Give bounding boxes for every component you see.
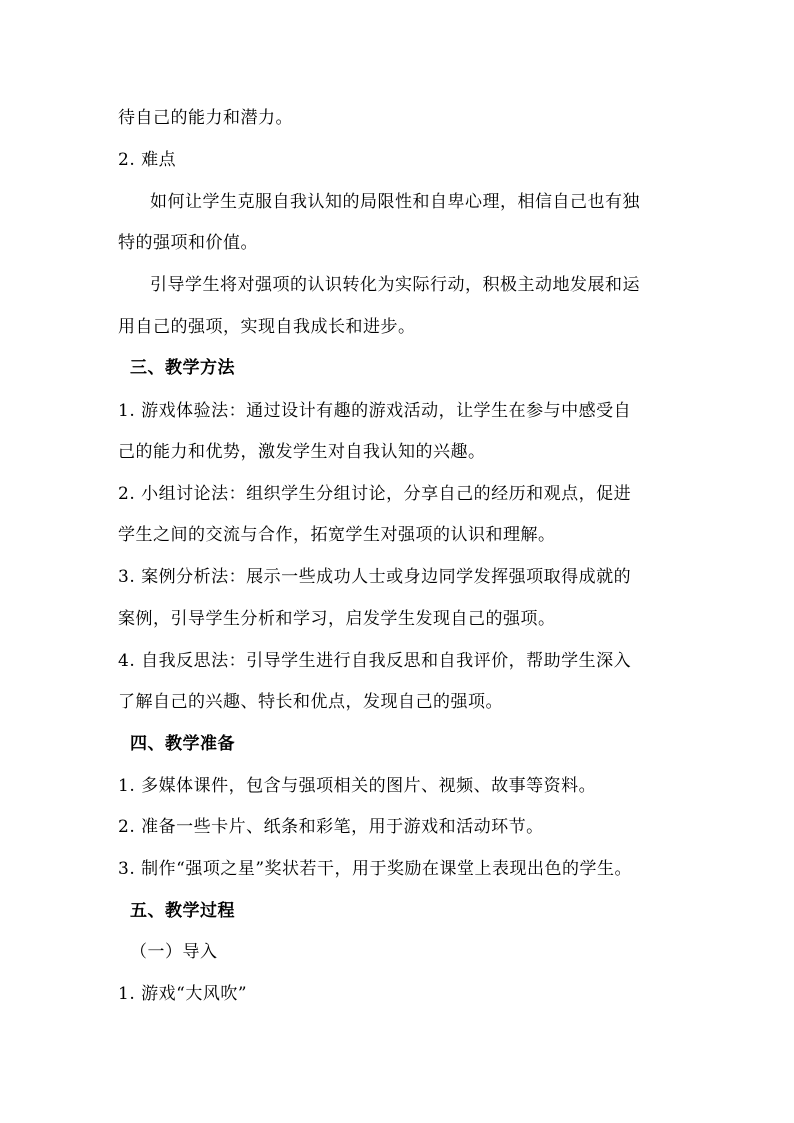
list-item: 1. 游戏“大风吹” xyxy=(118,984,248,1004)
section-heading: 三、教学方法 xyxy=(130,358,235,378)
list-item: 3. 案例分析法：展示一些成功人士或身边同学发挥强项取得成就的 xyxy=(118,567,632,587)
paragraph-line: 如何让学生克服自我认知的局限性和自卑心理，相信自己也有独 xyxy=(150,192,640,212)
paragraph-line: 特的强项和价值。 xyxy=(118,233,258,253)
list-item: 4. 自我反思法：引导学生进行自我反思和自我评价，帮助学生深入 xyxy=(118,651,632,671)
list-item: 1. 游戏体验法：通过设计有趣的游戏活动，让学生在参与中感受自 xyxy=(118,401,632,421)
list-item: 2. 小组讨论法：组织学生分组讨论，分享自己的经历和观点，促进 xyxy=(118,484,632,504)
paragraph-line: 了解自己的兴趣、特长和优点，发现自己的强项。 xyxy=(118,692,503,712)
list-item: 1. 多媒体课件，包含与强项相关的图片、视频、故事等资料。 xyxy=(118,776,597,796)
subsection-heading: （一）导入 xyxy=(130,942,218,962)
list-item-heading: 2. 难点 xyxy=(118,150,177,170)
list-item: 3. 制作“强项之星”奖状若干，用于奖励在课堂上表现出色的学生。 xyxy=(118,859,633,879)
paragraph-line: 待自己的能力和潜力。 xyxy=(118,108,293,128)
section-heading: 五、教学过程 xyxy=(130,901,235,921)
list-item: 2. 准备一些卡片、纸条和彩笔，用于游戏和活动环节。 xyxy=(118,817,544,837)
section-heading: 四、教学准备 xyxy=(130,734,235,754)
paragraph-line: 己的能力和优势，激发学生对自我认知的兴趣。 xyxy=(118,442,486,462)
paragraph-line: 案例，引导学生分析和学习，启发学生发现自己的强项。 xyxy=(118,609,556,629)
paragraph-line: 用自己的强项，实现自我成长和进步。 xyxy=(118,317,416,337)
paragraph-line: 引导学生将对强项的认识转化为实际行动，积极主动地发展和运 xyxy=(150,275,640,295)
paragraph-line: 学生之间的交流与合作，拓宽学生对强项的认识和理解。 xyxy=(118,525,556,545)
